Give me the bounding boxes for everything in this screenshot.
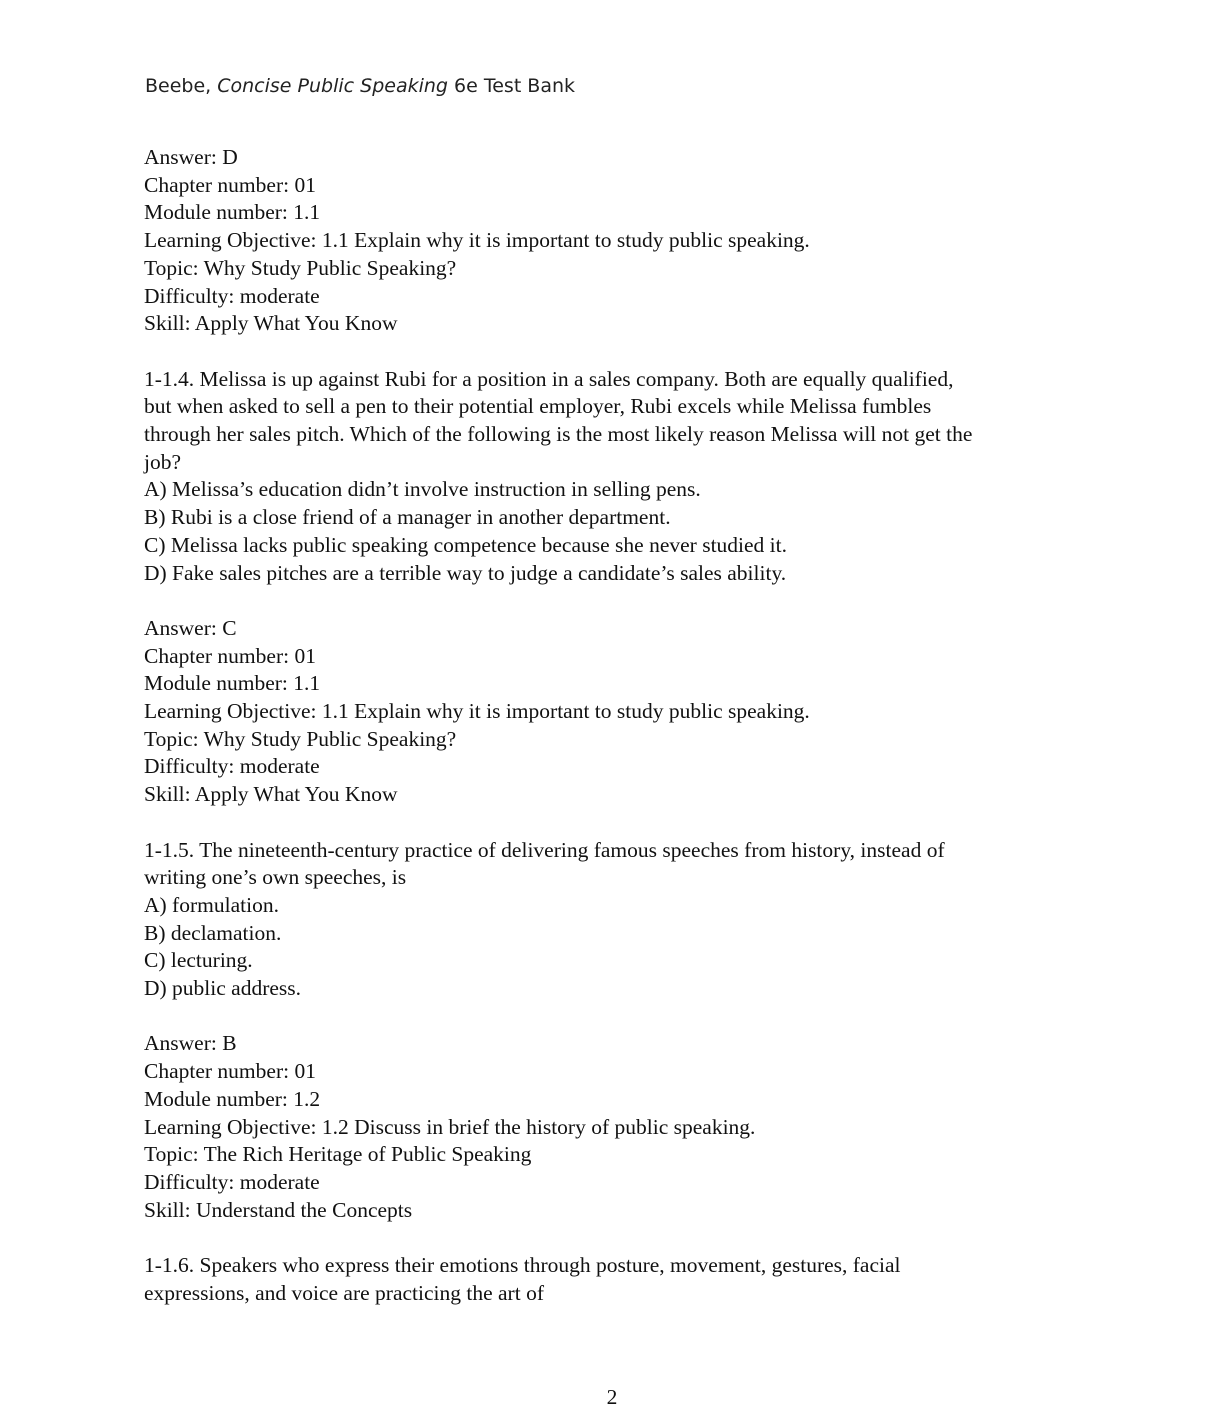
- chapter-line: Chapter number: 01: [144, 172, 316, 197]
- answer-line: Answer: C: [144, 615, 237, 640]
- answer-line: Answer: B: [144, 1031, 237, 1056]
- chapter-line: Chapter number: 01: [144, 1059, 316, 1084]
- running-header: [145, 73, 575, 99]
- question-1-1-5: [144, 837, 1084, 1003]
- spacer: [144, 1224, 1084, 1252]
- question-text-line: writing one’s own speeches, is: [144, 865, 407, 890]
- page-body: [144, 144, 1084, 1307]
- question-text-line: through her sales pitch. Which of the following is the most likely reason Melissa will not get the: [144, 422, 973, 447]
- question-text-line: job?: [144, 449, 182, 474]
- chapter-line: Chapter number: 01: [144, 643, 316, 668]
- answer-block-1-1-3: [144, 144, 1084, 338]
- module-line: Module number: 1.1: [144, 200, 321, 225]
- question-1-1-6: [144, 1252, 1084, 1307]
- page-number: 2: [606, 1385, 618, 1409]
- header-book-title: Concise Public Speaking: [217, 75, 448, 97]
- topic-line: Topic: Why Study Public Speaking?: [144, 255, 457, 280]
- topic-line: Topic: Why Study Public Speaking?: [144, 726, 457, 751]
- skill-line: Skill: Understand the Concepts: [144, 1197, 413, 1222]
- difficulty-line: Difficulty: moderate: [144, 283, 320, 308]
- option-b: B) declamation.: [144, 920, 282, 945]
- question-text-line: but when asked to sell a pen to their potential employer, Rubi excels while Melissa fumbles: [144, 394, 932, 419]
- skill-line: Skill: Apply What You Know: [144, 782, 398, 807]
- option-a: A) Melissa’s education didn’t involve instruction in selling pens.: [144, 477, 701, 502]
- option-a: A) formulation.: [144, 892, 279, 917]
- question-text-line: 1-1.5. The nineteenth-century practice of delivering famous speeches from history, instead of: [144, 837, 945, 862]
- option-c: C) Melissa lacks public speaking competence because she never studied it.: [144, 532, 788, 557]
- option-b: B) Rubi is a close friend of a manager in another department.: [144, 505, 671, 530]
- header-author: Beebe,: [145, 75, 212, 97]
- answer-line: Answer: D: [144, 145, 238, 169]
- difficulty-line: Difficulty: moderate: [144, 1169, 320, 1194]
- spacer: [144, 587, 1084, 615]
- learning-objective-line: Learning Objective: 1.1 Explain why it is important to study public speaking.: [144, 228, 810, 253]
- spacer: [144, 1003, 1084, 1031]
- header-suffix: 6e Test Bank: [454, 75, 576, 97]
- option-d: D) Fake sales pitches are a terrible way to judge a candidate’s sales ability.: [144, 560, 787, 585]
- question-text-line: 1-1.4. Melissa is up against Rubi for a position in a sales company. Both are equally qualified,: [144, 366, 954, 391]
- skill-line: Skill: Apply What You Know: [144, 311, 398, 336]
- question-text-line: expressions, and voice are practicing the art of: [144, 1280, 544, 1305]
- module-line: Module number: 1.2: [144, 1086, 321, 1111]
- answer-block-1-1-4: [144, 615, 1084, 809]
- spacer: [144, 809, 1084, 837]
- option-d: D) public address.: [144, 976, 302, 1001]
- spacer: [144, 338, 1084, 366]
- question-1-1-4: [144, 366, 1084, 588]
- question-text-line: 1-1.6. Speakers who express their emotions through posture, movement, gestures, facial: [144, 1253, 901, 1278]
- learning-objective-line: Learning Objective: 1.1 Explain why it is important to study public speaking.: [144, 699, 810, 724]
- module-line: Module number: 1.1: [144, 671, 321, 696]
- learning-objective-line: Learning Objective: 1.2 Discuss in brief the history of public speaking.: [144, 1114, 756, 1139]
- difficulty-line: Difficulty: moderate: [144, 754, 320, 779]
- option-c: C) lecturing.: [144, 948, 253, 973]
- answer-block-1-1-5: [144, 1030, 1084, 1224]
- topic-line: Topic: The Rich Heritage of Public Speaking: [144, 1142, 532, 1167]
